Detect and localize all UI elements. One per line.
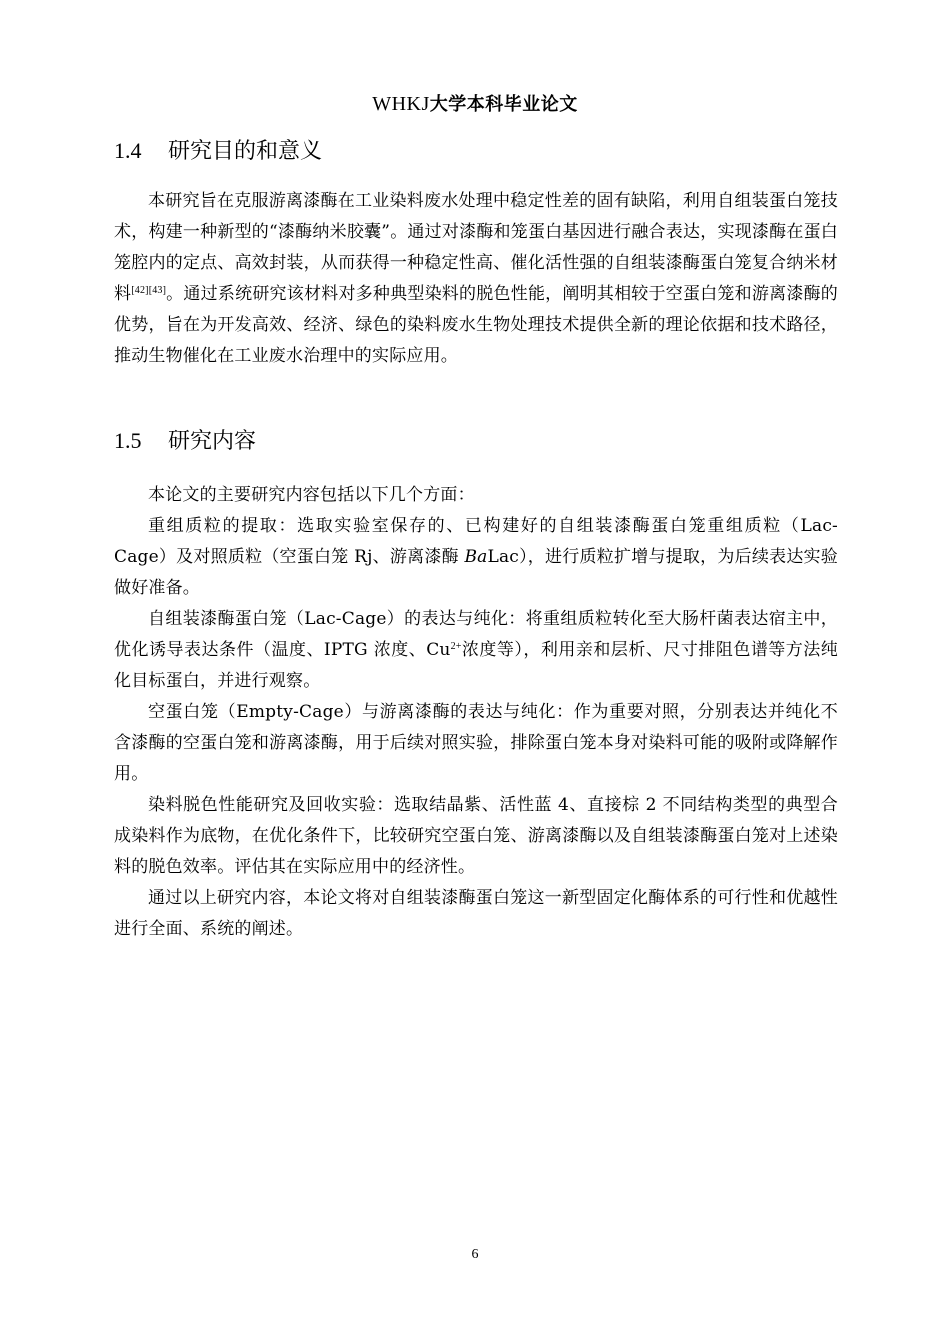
section-heading-1-4 <box>114 136 322 167</box>
section-number: 1.5 <box>114 428 142 453</box>
superscript: 2+ <box>450 641 462 652</box>
running-header <box>0 90 950 119</box>
page-number: 6 <box>471 1247 479 1262</box>
section-title: 研究内容 <box>168 429 257 454</box>
paragraph-text: 自组装漆酶蛋白笼（Lac-Cage）的表达与纯化：将重组质粒转化至大肠杆菌表达宿主中，优化诱导表达条件（温度、IPTG 浓度、Cu <box>114 609 838 660</box>
species-abbrev: Ba <box>464 547 488 567</box>
section-1-4-body <box>114 186 838 372</box>
paragraph-intro: 本论文的主要研究内容包括以下几个方面： <box>148 485 475 505</box>
paragraph-text: 本研究旨在克服游离漆酶在工业染料废水处理中稳定性差的固有缺陷，利用自组装蛋白笼技术，构建一种新型的“漆酶纳米胶囊”。通过对漆酶和笼蛋白基因进行融合表达，实现漆酶在蛋白笼腔内的定点、高效封装，从而获得一种稳定性高、催化活性强的自组装漆酶蛋白笼复合纳米材料 <box>114 191 838 304</box>
section-1-5-body <box>114 480 838 945</box>
paragraph-text: 重组质粒的提取：选取实验室保存的、已构建好的自组装漆酶蛋白笼重组质粒（Lac-Cage）及对照质粒（空蛋白笼 Rj、游离漆酶 <box>114 516 838 567</box>
paragraph <box>114 186 838 372</box>
section-heading-1-5 <box>114 426 256 457</box>
citation: [42][43] <box>131 285 167 296</box>
paragraph-text: Lac），进行质粒扩增与提取，为后续表达实验做好准备。 <box>114 547 838 598</box>
paragraph-conclusion: 通过以上研究内容，本论文将对自组装漆酶蛋白笼这一新型固定化酶体系的可行性和优越性进行全面、系统的阐述。 <box>114 888 838 939</box>
paragraph-item: 空蛋白笼（Empty-Cage）与游离漆酶的表达与纯化：作为重要对照，分别表达并纯化不含漆酶的空蛋白笼和游离漆酶，用于后续对照实验，排除蛋白笼本身对染料可能的吸附或降解作用。 <box>114 702 838 784</box>
header-title: 大学本科毕业论文 <box>429 94 578 115</box>
section-title: 研究目的和意义 <box>168 139 323 164</box>
paragraph-text: 浓度等），利用亲和层析、尺寸排阻色谱等方法纯化目标蛋白，并进行观察。 <box>114 640 838 691</box>
paragraph-item: 染料脱色性能研究及回收实验：选取结晶紫、活性蓝 4、直接棕 2 不同结构类型的典型合成染料作为底物，在优化条件下，比较研究空蛋白笼、游离漆酶以及自组装漆酶蛋白笼对上述染料的脱色效率。评估其在实际应用中的经济性。 <box>114 795 838 877</box>
header-school: WHKJ <box>372 93 430 115</box>
paragraph-text: 。通过系统研究该材料对多种典型染料的脱色性能，阐明其相较于空蛋白笼和游离漆酶的优势，旨在为开发高效、经济、绿色的染料废水生物处理技术提供全新的理论依据和技术路径，推动生物催化在工业废水治理中的实际应用。 <box>114 284 838 366</box>
section-number: 1.4 <box>114 138 142 163</box>
paragraph-item <box>114 604 838 697</box>
paragraph-item <box>114 511 838 604</box>
